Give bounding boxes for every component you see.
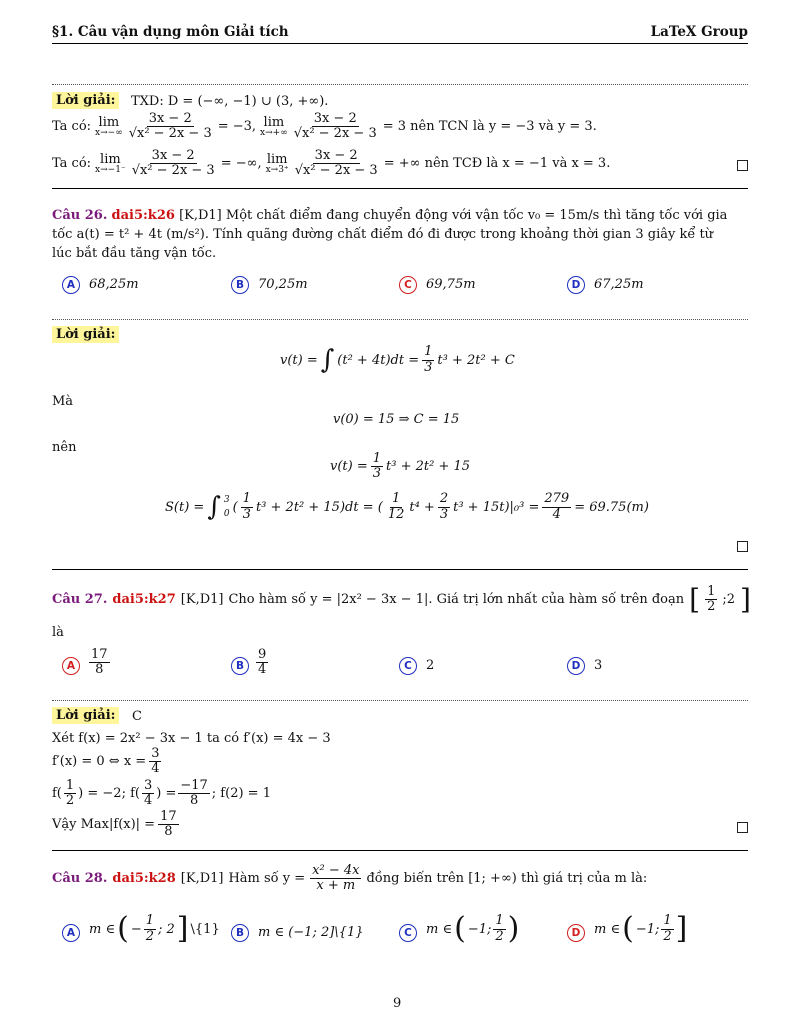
question-text: Một chất điểm đang chuyển động với vận tốc v₀ = 15m/s thì tăng tốc với gia — [225, 208, 728, 223]
text: = 3 nên TCN là y = −3 và y = 3. — [382, 119, 597, 135]
numerator: 3x − 2 — [151, 148, 195, 163]
lower-bound: 0 — [223, 509, 230, 519]
header-rule — [52, 43, 748, 44]
lim-sub: x→−1⁻ — [95, 164, 126, 175]
option-b-text[interactable] — [256, 648, 268, 678]
option-d-marker[interactable]: D — [567, 657, 585, 675]
lim-sub: x→3⁺ — [265, 164, 289, 175]
bracket-right: ] — [675, 911, 688, 946]
text: t³ + 2t² + 15 — [386, 459, 471, 475]
option-d-text[interactable]: 67,25m — [594, 277, 644, 292]
text: − — [130, 921, 142, 937]
numerator: 3 — [143, 778, 153, 793]
lim: lim — [263, 114, 285, 130]
question-number: Câu 26. — [52, 208, 108, 223]
solution-step-1: Xét f(x) = 2x² − 3x − 1 ta có f′(x) = 4x − 3 — [52, 731, 331, 746]
equation-velocity — [330, 452, 470, 482]
text: t³ + 15t)|₀³ = — [453, 499, 540, 515]
text: t³ + 2t² + 15)dt = ( — [255, 499, 383, 515]
denominator: 3 — [372, 466, 382, 482]
text: = −3, — [217, 119, 257, 135]
numerator: x² − 4x — [312, 863, 360, 878]
section-rule — [52, 188, 748, 189]
fraction — [422, 345, 434, 375]
dotted-divider — [52, 700, 748, 701]
denominator: 3 — [242, 506, 251, 522]
fraction — [661, 914, 673, 944]
text-ma: Mà — [52, 394, 74, 409]
section-rule — [52, 569, 748, 570]
denominator: 8 — [189, 793, 199, 809]
option-d-marker[interactable]: D — [567, 924, 585, 942]
question-26-line-1 — [52, 208, 727, 223]
text: ) = −2; f( — [78, 786, 140, 802]
dotted-divider — [52, 319, 748, 320]
fraction — [149, 747, 161, 777]
question-tag: [K,D1] — [180, 871, 224, 887]
solution-label: Lời giải: — [52, 707, 119, 724]
option-a-text[interactable]: 68,25m — [89, 277, 139, 292]
question-tag: [K,D1] — [179, 208, 222, 223]
group-name: LaTeX Group — [650, 24, 748, 40]
qed-square-icon — [737, 160, 748, 171]
denominator: 8 — [164, 824, 173, 840]
limit — [95, 116, 123, 138]
fraction — [127, 112, 214, 142]
solution-answer: C — [132, 709, 142, 724]
option-a-text[interactable] — [89, 911, 220, 946]
numerator: 3 — [151, 746, 160, 761]
solution-step-4 — [52, 810, 179, 840]
option-b-marker[interactable]: B — [231, 657, 249, 675]
fraction — [144, 914, 156, 944]
question-number: Câu 27. — [52, 592, 108, 608]
option-a-marker[interactable]: A — [62, 276, 80, 294]
numerator: −17 — [180, 778, 208, 793]
fraction — [256, 648, 268, 678]
section-title: §1. Câu vận dụng môn Giải tích — [52, 24, 289, 40]
bracket-right: ] — [176, 911, 189, 946]
text: v(t) = — [280, 352, 318, 368]
denominator: √x² − 2x − 3 — [131, 163, 215, 179]
fraction — [142, 779, 154, 809]
numerator: 1 — [391, 491, 401, 507]
option-b-marker[interactable]: B — [231, 276, 249, 294]
asymptote-line-2 — [52, 149, 610, 179]
denominator: 3 — [424, 359, 433, 375]
fraction — [371, 452, 383, 482]
integral-sign: ∫ — [320, 345, 335, 375]
asymptote-line-1 — [52, 112, 597, 142]
denominator: 4 — [151, 761, 160, 777]
denominator: 4 — [143, 793, 153, 809]
option-c-marker[interactable]: C — [399, 276, 417, 294]
option-a-marker[interactable]: A — [62, 924, 80, 942]
solution-step-2 — [52, 747, 161, 777]
numerator: 1 — [707, 584, 716, 599]
text: v(t) = — [330, 459, 368, 475]
option-c-marker[interactable]: C — [399, 657, 417, 675]
denominator: 2 — [707, 599, 716, 615]
lim-sub: x→+∞ — [260, 127, 288, 138]
numerator: 17 — [91, 647, 108, 662]
denominator: √x² − 2x − 3 — [294, 163, 378, 179]
question-26-line-2: tốc a(t) = t² + 4t (m/s²). Tính quãng đường chất điểm đó đi được trong khoảng thời gian 3 giây kể từ — [52, 227, 714, 242]
equation-initial: v(0) = 15 ⇒ C = 15 — [333, 412, 460, 427]
limit — [260, 116, 288, 138]
numerator: 3x − 2 — [314, 148, 358, 163]
bracket-right: ] — [740, 582, 751, 616]
solution-label: Lời giải: — [52, 92, 119, 109]
text: = −∞, — [220, 156, 262, 172]
interval-rest: ;2 — [722, 592, 735, 608]
option-a-marker[interactable]: A — [62, 657, 80, 675]
text: m ∈ — [89, 921, 116, 937]
limit — [266, 153, 289, 175]
denominator: 3 — [439, 506, 449, 522]
text: = 69.75(m) — [574, 499, 649, 515]
denominator: 8 — [95, 662, 104, 678]
option-b-text[interactable]: 70,25m — [258, 277, 308, 292]
numerator: 1 — [663, 913, 672, 929]
qed-square-icon — [737, 822, 748, 833]
text-nen: nên — [52, 440, 77, 455]
numerator: 1 — [65, 778, 75, 793]
lim-sub: x→−∞ — [95, 127, 123, 138]
denominator: √x² − 2x − 3 — [128, 126, 212, 142]
option-d-marker[interactable]: D — [567, 276, 585, 294]
question-id: dai5:k27 — [112, 592, 176, 608]
numerator: 1 — [372, 451, 382, 466]
solution-step-3 — [52, 779, 271, 809]
integral-sign: ∫ — [207, 492, 221, 522]
option-c-marker[interactable]: C — [399, 924, 417, 942]
fraction — [292, 112, 379, 142]
option-c-text[interactable] — [426, 911, 520, 946]
numerator: 279 — [544, 491, 570, 507]
fraction — [705, 585, 717, 615]
denominator: √x² − 2x − 3 — [293, 126, 377, 142]
paren-left: ( — [622, 911, 634, 946]
integral-bounds — [224, 493, 230, 522]
text: ) = — [156, 786, 177, 802]
numerator: 3x − 2 — [148, 111, 192, 126]
denominator: 2 — [145, 928, 154, 944]
solution-label: Lời giải: — [52, 326, 119, 343]
fraction — [158, 810, 179, 840]
text: Ta có: — [52, 156, 92, 172]
fraction — [241, 492, 253, 522]
text: Vậy Max|f(x)| = — [52, 817, 156, 833]
question-26-line-3: lúc bắt đầu tăng vận tốc. — [52, 246, 217, 261]
text: f( — [52, 786, 62, 802]
denominator: 2 — [495, 928, 504, 944]
upper-bound: 3 — [223, 494, 230, 505]
option-d-text[interactable]: 3 — [594, 658, 603, 673]
option-a-text[interactable] — [89, 648, 110, 678]
numerator: 1 — [495, 913, 504, 929]
text: m ∈ — [426, 921, 453, 937]
fraction — [493, 914, 505, 944]
question-27-line-1 — [52, 582, 751, 616]
qed-square-icon — [737, 541, 748, 552]
option-c-text[interactable]: 2 — [426, 658, 435, 673]
text: Ta có: — [52, 119, 92, 135]
domain-text: TXD: D = (−∞, −1) ∪ (3, +∞). — [131, 94, 329, 109]
fraction — [310, 864, 361, 894]
option-b-marker[interactable]: B — [231, 924, 249, 942]
denominator: 2 — [65, 793, 75, 809]
numerator: 1 — [145, 913, 154, 929]
question-tag: [K,D1] — [180, 592, 224, 608]
question-28-line-1 — [52, 864, 647, 894]
text: = +∞ nên TCĐ là x = −1 và x = 3. — [383, 156, 611, 172]
denominator: x + m — [316, 878, 356, 894]
text: ; f(2) = 1 — [211, 786, 271, 802]
lim: lim — [98, 114, 120, 130]
text: ( — [232, 499, 238, 515]
option-d-text[interactable] — [594, 911, 688, 946]
numerator: 17 — [160, 809, 177, 824]
question-id: dai5:k28 — [112, 871, 176, 887]
paren-left: ( — [454, 911, 466, 946]
question-id: dai5:k26 — [111, 208, 175, 223]
paren-right: ) — [507, 911, 520, 946]
numerator: 2 — [439, 491, 449, 507]
paren-left: ( — [117, 911, 129, 946]
question-27-line-2: là — [52, 625, 64, 640]
section-rule — [52, 850, 748, 851]
text: S(t) = — [165, 499, 205, 515]
denominator: 4 — [258, 662, 267, 678]
limit — [95, 153, 126, 175]
equation-velocity-integral — [280, 345, 515, 375]
denominator: 4 — [552, 506, 561, 522]
question-text: đồng biến trên [1; +∞) thì giá trị của m là: — [366, 871, 648, 887]
text: f′(x) = 0 ⇔ x = — [52, 754, 147, 770]
question-text: Cho hàm số y = |2x² − 3x − 1|. Giá trị lớn nhất của hàm số trên đoạn — [228, 592, 685, 608]
fraction — [89, 648, 110, 678]
numerator: 9 — [258, 647, 267, 662]
text: m ∈ — [594, 921, 621, 937]
denominator: 2 — [663, 928, 672, 944]
text: t⁴ + — [409, 499, 435, 515]
text: (t² + 4t)dt = — [337, 352, 420, 368]
equation-distance — [165, 492, 649, 522]
fraction — [542, 492, 571, 522]
numerator: 3x − 2 — [313, 111, 357, 126]
question-text: Hàm số y = — [228, 871, 306, 887]
fraction — [130, 149, 217, 179]
text: −1; — [467, 921, 492, 937]
numerator: 1 — [424, 344, 433, 360]
text: −1; — [635, 921, 660, 937]
dotted-divider — [52, 84, 748, 85]
text: \{1} — [190, 921, 220, 937]
fraction — [178, 779, 209, 809]
text: ; 2 — [158, 921, 175, 937]
fraction — [438, 492, 450, 522]
lim: lim — [100, 151, 121, 167]
fraction — [386, 492, 407, 522]
denominator: 12 — [387, 506, 405, 522]
bracket-left: [ — [689, 582, 701, 616]
page-number: 9 — [393, 996, 402, 1011]
lim: lim — [266, 151, 288, 167]
option-c-text[interactable]: 69,75m — [426, 277, 476, 292]
fraction — [64, 779, 76, 809]
text: t³ + 2t² + C — [437, 352, 515, 368]
numerator: 1 — [242, 491, 251, 507]
fraction — [293, 149, 380, 179]
question-number: Câu 28. — [52, 871, 108, 887]
option-b-text[interactable]: m ∈ (−1; 2]\{1} — [258, 925, 364, 940]
